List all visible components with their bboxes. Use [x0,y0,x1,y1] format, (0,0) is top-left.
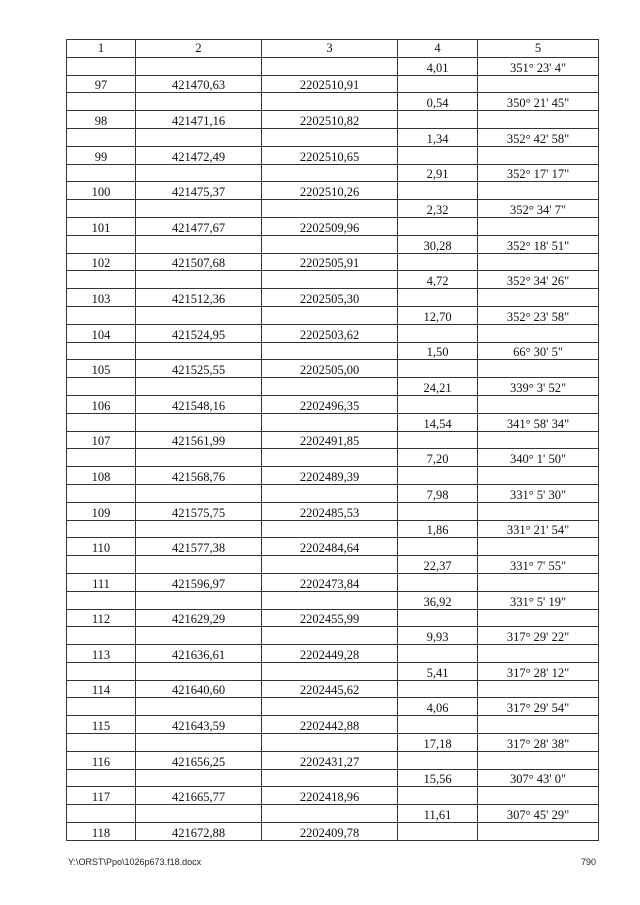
y-coordinate-cell: 2202431,27 [262,751,398,769]
direction-angle-cell: 352° 34' 26" [478,271,599,289]
empty-cell [398,502,478,520]
empty-cell [398,324,478,342]
empty-cell [478,146,599,164]
empty-cell [136,662,262,680]
empty-cell [67,271,136,289]
point-number-cell: 113 [67,645,136,663]
direction-angle-cell: 352° 34' 7" [478,200,599,218]
empty-cell [478,75,599,93]
header-col-2: 2 [136,40,262,58]
segment-length-cell: 2,91 [398,164,478,182]
segment-length-cell: 5,41 [398,662,478,680]
segment-length-cell: 24,21 [398,378,478,396]
empty-cell [262,378,398,396]
direction-angle-cell: 339° 3' 52" [478,378,599,396]
empty-cell [136,805,262,823]
y-coordinate-cell: 2202510,82 [262,111,398,129]
empty-cell [67,734,136,752]
direction-angle-cell: 307° 45' 29" [478,805,599,823]
point-number-cell: 109 [67,502,136,520]
empty-cell [67,556,136,574]
segment-length-cell: 2,32 [398,200,478,218]
x-coordinate-cell: 421471,16 [136,111,262,129]
empty-cell [262,342,398,360]
point-number-cell: 102 [67,253,136,271]
point-row [67,573,599,591]
empty-cell [478,823,599,841]
empty-cell [478,502,599,520]
empty-cell [136,698,262,716]
empty-cell [67,57,136,75]
header-col-3: 3 [262,40,398,58]
segment-length-cell: 30,28 [398,235,478,253]
direction-angle-cell: 317° 29' 54" [478,698,599,716]
segment-row [67,769,599,787]
empty-cell [67,484,136,502]
x-coordinate-cell: 421507,68 [136,253,262,271]
empty-cell [262,164,398,182]
point-row [67,217,599,235]
empty-cell [262,200,398,218]
empty-cell [262,698,398,716]
x-coordinate-cell: 421477,67 [136,217,262,235]
x-coordinate-cell: 421656,25 [136,751,262,769]
empty-cell [67,413,136,431]
empty-cell [262,128,398,146]
empty-cell [262,805,398,823]
y-coordinate-cell: 2202496,35 [262,395,398,413]
x-coordinate-cell: 421561,99 [136,431,262,449]
empty-cell [136,342,262,360]
empty-cell [262,591,398,609]
empty-cell [398,111,478,129]
point-row [67,146,599,164]
direction-angle-cell: 307° 43' 0" [478,769,599,787]
empty-cell [398,289,478,307]
empty-cell [67,128,136,146]
y-coordinate-cell: 2202484,64 [262,538,398,556]
empty-cell [478,680,599,698]
segment-row [67,93,599,111]
empty-cell [67,235,136,253]
x-coordinate-cell: 421524,95 [136,324,262,342]
segment-row [67,200,599,218]
direction-angle-cell: 317° 28' 12" [478,662,599,680]
empty-cell [262,627,398,645]
point-row [67,502,599,520]
empty-cell [262,769,398,787]
empty-cell [398,538,478,556]
empty-cell [136,200,262,218]
y-coordinate-cell: 2202505,00 [262,360,398,378]
x-coordinate-cell: 421472,49 [136,146,262,164]
segment-length-cell: 17,18 [398,734,478,752]
direction-angle-cell: 352° 17' 17" [478,164,599,182]
segment-row [67,591,599,609]
segment-row [67,235,599,253]
empty-cell [67,342,136,360]
empty-cell [478,645,599,663]
segment-length-cell: 9,93 [398,627,478,645]
empty-cell [67,93,136,111]
segment-row [67,698,599,716]
x-coordinate-cell: 421568,76 [136,467,262,485]
point-row [67,75,599,93]
segment-row [67,306,599,324]
segment-row [67,128,599,146]
segment-length-cell: 7,98 [398,484,478,502]
segment-length-cell: 4,72 [398,271,478,289]
empty-cell [262,520,398,538]
table-body [67,57,599,840]
empty-cell [398,573,478,591]
point-row [67,324,599,342]
point-row [67,360,599,378]
empty-cell [398,823,478,841]
direction-angle-cell: 317° 28' 38" [478,734,599,752]
segment-row [67,342,599,360]
empty-cell [136,449,262,467]
segment-row [67,378,599,396]
empty-cell [262,662,398,680]
point-row [67,431,599,449]
empty-cell [67,520,136,538]
x-coordinate-cell: 421548,16 [136,395,262,413]
point-row [67,289,599,307]
x-coordinate-cell: 421512,36 [136,289,262,307]
y-coordinate-cell: 2202505,30 [262,289,398,307]
segment-row [67,662,599,680]
empty-cell [67,805,136,823]
x-coordinate-cell: 421636,61 [136,645,262,663]
coordinates-table [66,39,599,841]
empty-cell [478,324,599,342]
direction-angle-cell: 352° 18' 51" [478,235,599,253]
empty-cell [262,306,398,324]
direction-angle-cell: 351° 23' 4" [478,57,599,75]
x-coordinate-cell: 421575,75 [136,502,262,520]
y-coordinate-cell: 2202409,78 [262,823,398,841]
direction-angle-cell: 350° 21' 45" [478,93,599,111]
y-coordinate-cell: 2202505,91 [262,253,398,271]
point-number-cell: 98 [67,111,136,129]
empty-cell [478,467,599,485]
x-coordinate-cell: 421640,60 [136,680,262,698]
point-number-cell: 111 [67,573,136,591]
empty-cell [136,271,262,289]
empty-cell [398,395,478,413]
empty-cell [398,787,478,805]
point-number-cell: 97 [67,75,136,93]
empty-cell [67,200,136,218]
x-coordinate-cell: 421475,37 [136,182,262,200]
x-coordinate-cell: 421525,55 [136,360,262,378]
empty-cell [398,75,478,93]
direction-angle-cell: 331° 21' 54" [478,520,599,538]
empty-cell [136,591,262,609]
header-row [67,40,599,58]
empty-cell [262,271,398,289]
point-row [67,716,599,734]
point-row [67,680,599,698]
x-coordinate-cell: 421596,97 [136,573,262,591]
segment-length-cell: 1,86 [398,520,478,538]
y-coordinate-cell: 2202510,91 [262,75,398,93]
point-row [67,538,599,556]
y-coordinate-cell: 2202449,28 [262,645,398,663]
point-row [67,609,599,627]
point-row [67,467,599,485]
direction-angle-cell: 331° 7' 55" [478,556,599,574]
empty-cell [398,645,478,663]
empty-cell [67,164,136,182]
segment-row [67,484,599,502]
direction-angle-cell: 352° 23' 58" [478,306,599,324]
segment-row [67,164,599,182]
direction-angle-cell: 317° 29' 22" [478,627,599,645]
empty-cell [398,360,478,378]
empty-cell [136,734,262,752]
x-coordinate-cell: 421665,77 [136,787,262,805]
empty-cell [398,680,478,698]
direction-angle-cell: 331° 5' 30" [478,484,599,502]
segment-row [67,271,599,289]
empty-cell [262,413,398,431]
point-number-cell: 105 [67,360,136,378]
y-coordinate-cell: 2202418,96 [262,787,398,805]
point-row [67,751,599,769]
empty-cell [136,520,262,538]
empty-cell [398,431,478,449]
y-coordinate-cell: 2202503,62 [262,324,398,342]
empty-cell [478,182,599,200]
direction-angle-cell: 352° 42' 58" [478,128,599,146]
empty-cell [478,751,599,769]
segment-row [67,57,599,75]
point-row [67,787,599,805]
x-coordinate-cell: 421672,88 [136,823,262,841]
empty-cell [398,751,478,769]
point-number-cell: 118 [67,823,136,841]
empty-cell [136,57,262,75]
empty-cell [398,182,478,200]
point-number-cell: 117 [67,787,136,805]
empty-cell [67,591,136,609]
empty-cell [478,360,599,378]
empty-cell [136,556,262,574]
point-number-cell: 110 [67,538,136,556]
point-row [67,395,599,413]
segment-length-cell: 4,06 [398,698,478,716]
y-coordinate-cell: 2202510,26 [262,182,398,200]
empty-cell [67,306,136,324]
empty-cell [398,609,478,627]
segment-row [67,520,599,538]
segment-length-cell: 0,54 [398,93,478,111]
empty-cell [478,217,599,235]
empty-cell [262,57,398,75]
x-coordinate-cell: 421470,63 [136,75,262,93]
empty-cell [478,716,599,734]
empty-cell [136,769,262,787]
empty-cell [478,787,599,805]
empty-cell [478,431,599,449]
header-col-1: 1 [67,40,136,58]
y-coordinate-cell: 2202485,53 [262,502,398,520]
point-number-cell: 106 [67,395,136,413]
empty-cell [67,769,136,787]
direction-angle-cell: 340° 1' 50" [478,449,599,467]
empty-cell [67,449,136,467]
empty-cell [478,111,599,129]
empty-cell [398,217,478,235]
point-number-cell: 101 [67,217,136,235]
segment-row [67,413,599,431]
y-coordinate-cell: 2202455,99 [262,609,398,627]
y-coordinate-cell: 2202473,84 [262,573,398,591]
footer-file-path: Y:\ORST\Ppo\1026p673.f18.docx [68,857,202,867]
empty-cell [136,413,262,431]
segment-row [67,805,599,823]
point-number-cell: 103 [67,289,136,307]
empty-cell [262,235,398,253]
empty-cell [136,484,262,502]
point-number-cell: 112 [67,609,136,627]
y-coordinate-cell: 2202489,39 [262,467,398,485]
y-coordinate-cell: 2202509,96 [262,217,398,235]
empty-cell [136,306,262,324]
point-number-cell: 114 [67,680,136,698]
segment-length-cell: 12,70 [398,306,478,324]
empty-cell [262,734,398,752]
y-coordinate-cell: 2202445,62 [262,680,398,698]
segment-length-cell: 11,61 [398,805,478,823]
empty-cell [478,538,599,556]
segment-length-cell: 36,92 [398,591,478,609]
empty-cell [262,93,398,111]
empty-cell [478,573,599,591]
point-number-cell: 100 [67,182,136,200]
empty-cell [136,378,262,396]
y-coordinate-cell: 2202510,65 [262,146,398,164]
x-coordinate-cell: 421577,38 [136,538,262,556]
empty-cell [478,609,599,627]
empty-cell [67,698,136,716]
point-number-cell: 99 [67,146,136,164]
segment-row [67,449,599,467]
empty-cell [478,289,599,307]
segment-length-cell: 14,54 [398,413,478,431]
y-coordinate-cell: 2202442,88 [262,716,398,734]
segment-length-cell: 22,37 [398,556,478,574]
segment-row [67,734,599,752]
point-row [67,182,599,200]
empty-cell [398,467,478,485]
empty-cell [398,716,478,734]
empty-cell [262,484,398,502]
empty-cell [136,128,262,146]
segment-length-cell: 7,20 [398,449,478,467]
direction-angle-cell: 331° 5' 19" [478,591,599,609]
page-number: 790 [580,857,596,867]
empty-cell [136,627,262,645]
empty-cell [398,146,478,164]
empty-cell [478,253,599,271]
empty-cell [136,93,262,111]
point-row [67,111,599,129]
direction-angle-cell: 66° 30' 5" [478,342,599,360]
header-col-4: 4 [398,40,478,58]
direction-angle-cell: 341° 58' 34" [478,413,599,431]
empty-cell [478,395,599,413]
segment-row [67,627,599,645]
empty-cell [262,449,398,467]
point-number-cell: 116 [67,751,136,769]
point-number-cell: 108 [67,467,136,485]
empty-cell [398,253,478,271]
empty-cell [136,164,262,182]
x-coordinate-cell: 421629,29 [136,609,262,627]
segment-length-cell: 15,56 [398,769,478,787]
empty-cell [136,235,262,253]
y-coordinate-cell: 2202491,85 [262,431,398,449]
header-col-5: 5 [478,40,599,58]
point-row [67,253,599,271]
empty-cell [67,662,136,680]
point-row [67,823,599,841]
point-number-cell: 107 [67,431,136,449]
empty-cell [67,378,136,396]
point-number-cell: 104 [67,324,136,342]
point-number-cell: 115 [67,716,136,734]
empty-cell [262,556,398,574]
point-row [67,645,599,663]
segment-row [67,556,599,574]
segment-length-cell: 1,50 [398,342,478,360]
empty-cell [67,627,136,645]
segment-length-cell: 1,34 [398,128,478,146]
segment-length-cell: 4,01 [398,57,478,75]
x-coordinate-cell: 421643,59 [136,716,262,734]
